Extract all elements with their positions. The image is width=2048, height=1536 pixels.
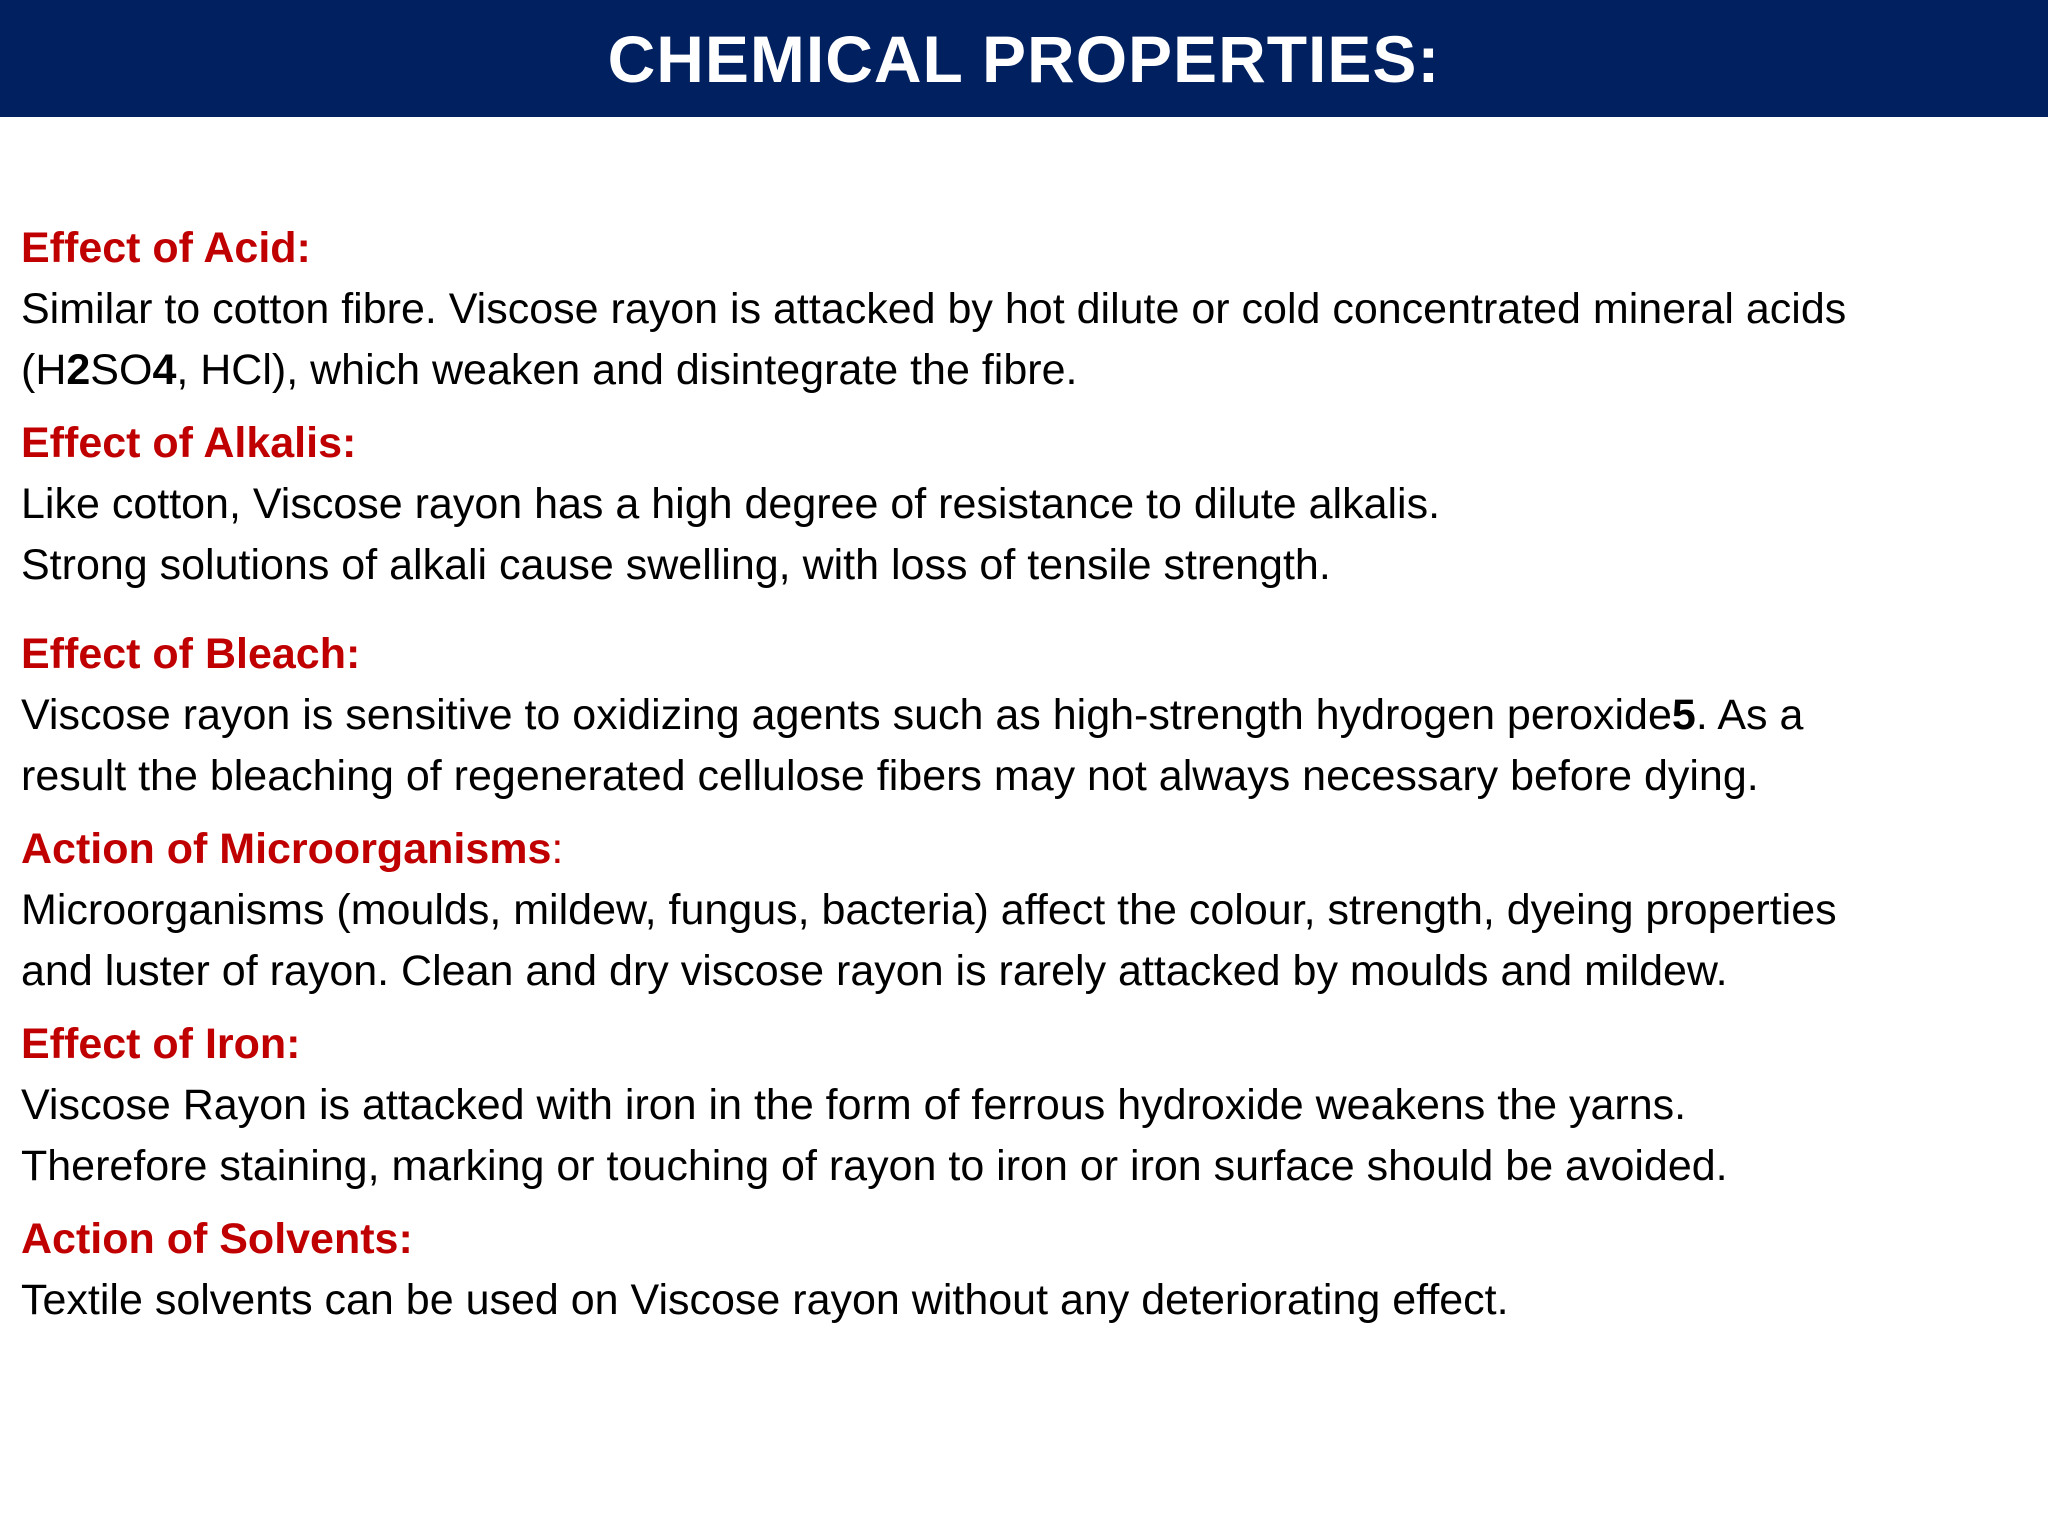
section-heading: Effect of Alkalis:: [21, 419, 357, 467]
section-effect-of-acid: [21, 218, 2031, 401]
section-heading: Effect of Iron:: [21, 1020, 301, 1068]
section-line: [21, 279, 2031, 340]
formula-subscript: 4: [152, 346, 177, 394]
section-line: Therefore staining, marking or touching of rayon to iron or iron surface should be avoided.: [21, 1142, 1728, 1190]
section-line: Textile solvents can be used on Viscose rayon without any deteriorating effect.: [21, 1276, 1509, 1324]
text-run: SO: [90, 346, 153, 394]
section-heading: Effect of Acid:: [21, 224, 311, 272]
section-line: [21, 685, 2031, 746]
slide-content: [21, 218, 2031, 1331]
section-action-of-microorganisms: [21, 819, 2031, 1002]
footnote-marker: 5: [1671, 691, 1696, 739]
text-run: . As a: [1695, 691, 1804, 739]
section-line: result the bleaching of regenerated cellulose fibers may not always necessary before dying.: [21, 752, 1759, 800]
slide-title: CHEMICAL PROPERTIES:: [607, 21, 1441, 96]
heading-text: Action of Microorganisms: [21, 825, 552, 873]
section-line: Like cotton, Viscose rayon has a high degree of resistance to dilute alkalis.: [21, 480, 1441, 528]
title-bar: [0, 0, 2048, 117]
section-line: Strong solutions of alkali cause swelling, with loss of tensile strength.: [21, 541, 1331, 589]
formula-subscript: 2: [66, 346, 91, 394]
section-heading: Effect of Bleach:: [21, 630, 361, 678]
text-run: Similar to cotton fibre. Viscose rayon is attacked by hot dilute or cold concentrated mineral acids: [21, 285, 1847, 333]
heading-colon: :: [551, 825, 564, 873]
section-effect-of-alkalis: [21, 413, 2031, 596]
section-heading: Action of Solvents:: [21, 1215, 413, 1263]
text-run: Viscose rayon is sensitive to oxidizing agents such as high-strength hydrogen peroxide: [21, 691, 1672, 739]
section-line: Microorganisms (moulds, mildew, fungus, bacteria) affect the colour, strength, dyeing properties: [21, 886, 1837, 934]
section-effect-of-bleach: [21, 624, 2031, 807]
text-run: (H: [21, 346, 67, 394]
section-line: [21, 340, 2031, 401]
section-line: Viscose Rayon is attacked with iron in the form of ferrous hydroxide weakens the yarns.: [21, 1081, 1687, 1129]
section-line: and luster of rayon. Clean and dry viscose rayon is rarely attacked by moulds and mildew.: [21, 947, 1728, 995]
section-heading: [21, 819, 2031, 880]
text-run: , HCl), which weaken and disintegrate the fibre.: [176, 346, 1078, 394]
section-effect-of-iron: [21, 1014, 2031, 1197]
section-action-of-solvents: [21, 1209, 2031, 1331]
